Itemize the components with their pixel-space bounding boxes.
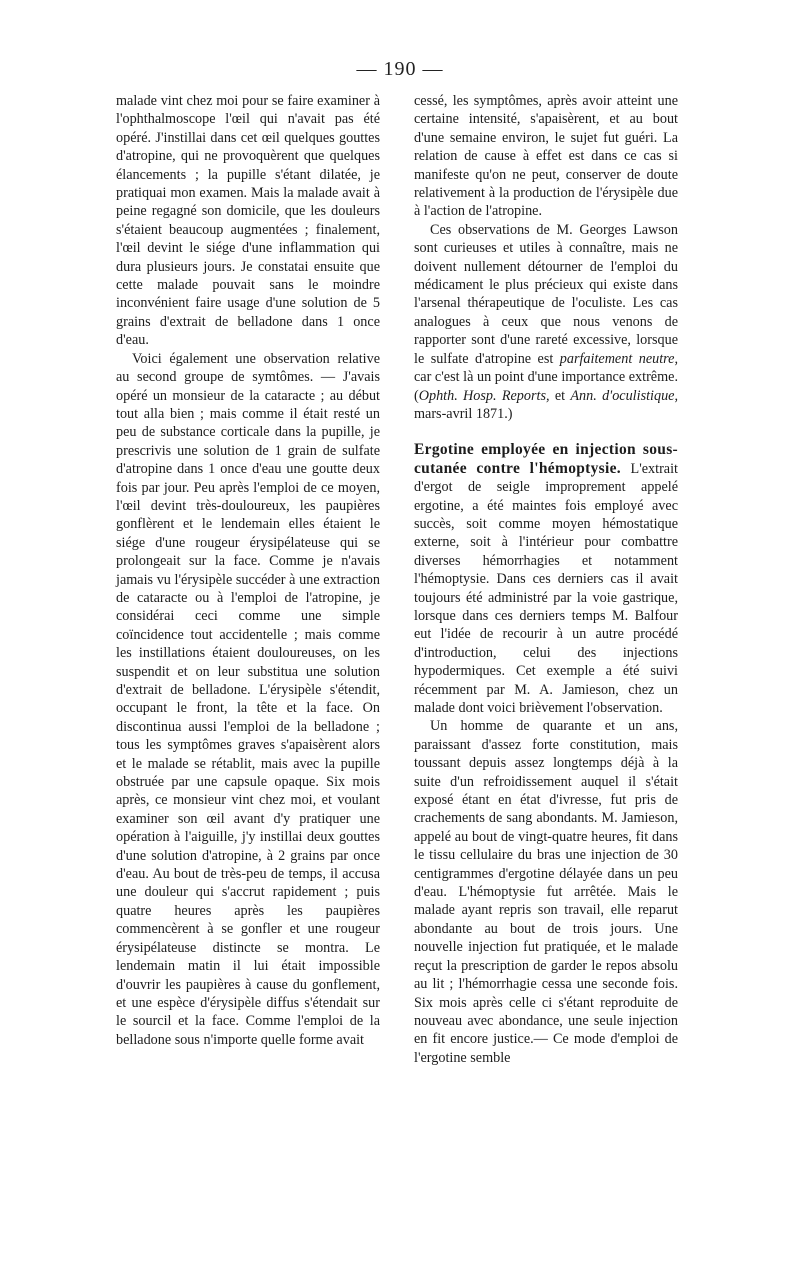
text-run: L'extrait d'ergot de seigle improprement appelé ergotine, a été maintes fois employé avec succès, soit comme moyen hémostatique externe, soit à l'intérieur pour combattre diverses hémorrhagies et notamment l'hémoptysie. Dans ces derniers cas il avait toujours été administré par la voie gastrique, lorsque dans ces derniers temps M. Balfour eut l'idée de recourir à un autre procédé d'introduction, celui des injections hypodermiques. Cet exemple a été suivi récemment par M. A. Jamieson, chez un malade dont voici brièvement l'observation. bbox=[414, 460, 678, 716]
paragraph bbox=[414, 221, 678, 423]
italic-text: parfaitement neutre, bbox=[559, 350, 678, 367]
text-run: et bbox=[554, 387, 566, 404]
italic-citation: Ann. d'oculistique, bbox=[570, 387, 679, 404]
text-run: mars-avril 1871.) bbox=[414, 405, 513, 422]
page-number: — 190 — bbox=[356, 58, 444, 80]
section-paragraph bbox=[414, 441, 678, 717]
paragraph: malade vint chez moi pour se faire examiner à l'ophthalmoscope l'œil qui n'avait pas été opéré. J'instillai dans cet œil quelques gouttes d'atropine, qui ne provoquèrent que quelques élancements ; la pupille s'étant dilatée, je pratiquai mon examen. Mais la malade avait à peine regagné son domicile, que les douleurs s'étaient beaucoup augmentées ; finalement, l'œil devint le siége d'une inflammation qui dura plusieurs jours. Je constatai ensuite que cette malade pouvait sans le moindre inconvénient faire usage d'une solution de 5 grains d'extrait de belladone dans 1 once d'eau. bbox=[116, 93, 380, 349]
text-run: Ces observations de M. Georges Lawson sont curieuses et utiles à connaître, mais ne doivent nullement détourner de l'emploi du médicament le plus précieux qui existe dans l'arsenal thérapeutique de l'oculiste. Les cas analogues à ceux que nous venons de rapporter sont d'une rareté excessive, lorsque le sulfate d'atropine est bbox=[414, 221, 678, 367]
section-heading: Ergotine employée en injection sous-cutanée contre l'hémoptysie. bbox=[414, 441, 678, 477]
paragraph: cessé, les symptômes, après avoir atteint une certaine intensité, s'apaisèrent, et au bout d'une semaine environ, le sujet fut guéri. La relation de cause à effet est dans ce cas si manifeste qu'on ne peut, conserver de doute relativement à la production de l'érysipèle due à l'action de l'atropine. bbox=[414, 93, 678, 220]
text-run: car c'est là un point d'une importance extrême. ( bbox=[414, 369, 678, 404]
right-column bbox=[414, 92, 678, 1067]
paragraph: Voici également une observation relative au second groupe de symtômes. — J'avais opéré un monsieur de la cataracte ; au début tout alla bien ; mais comme il était resté un peu de substance corticale dans la pupille, je prescrivis une solution de 1 grain de sulfate d'atropine dans 1 once d'eau une goutte deux fois par jour. Peu après l'emploi de ce moyen, l'œil devint très-douloureux, les paupières gonflèrent et le lendemain elles étaient le siége d'une rougeur érysipélateuse qui se prolongeait sur la face. Comme je n'avais jamais vu l'érysipèle succéder à une extraction de cataracte ou à l'emploi de l'atropine, je considérai ceci comme une simple coïncidence tout accidentelle ; mais comme les instillations étaient douloureuses, on les suspendit et on leur substitua une solution d'extrait de belladone. L'érysipèle s'étendit, occupant le front, la tête et la face. On discontinua aussi l'emploi de la belladone ; tous les symptômes graves s'apaisèrent alors et le malade se rétablit, mais avec la pupille obstruée par une capsule opaque. Six mois après, ce monsieur vint chez moi, et voulant examiner son œil avant d'y pratiquer une opération à l'aiguille, j'y instillai deux gouttes d'une solution d'atropine, à 2 grains par once d'eau. Au bout de très-peu de temps, il accusa une douleur qui s'accrut rapidement ; puis quatre heures après les paupières commencèrent à se gonfler et une rougeur érysipélateuse distincte se montra. Le lendemain matin il lui était impossible d'ouvrir les paupières à cause du gonflement, et une espèce d'érysipèle diffus s'étendait sur le sourcil et la face. Comme l'emploi de la belladone sous n'importe quelle forme avait bbox=[116, 350, 380, 1048]
italic-citation: Ophth. Hosp. Reports, bbox=[418, 387, 550, 404]
left-column bbox=[116, 92, 380, 1049]
paragraph: Un homme de quarante et un ans, paraissant d'assez forte constitution, mais toussant depuis assez longtemps déjà à la suite d'un refroidissement auquel il s'était exposé étant en état d'ivresse, fut pris de crachements de sang abondants. M. Jamieson, appelé au bout de vingt-quatre heures, fit dans le tissu cellulaire du bras une injection de 30 centigrammes d'ergotine délayée dans un peu d'eau. L'hémoptysie fut arrêtée. Mais le malade ayant repris son travail, elle reparut abondante au bout de trois jours. Une nouvelle injection fut pratiquée, et le malade reçut la prescription de garder le repos absolu au lit ; l'hémorrhagie cessa une seconde fois. Six mois après celle ci s'étant reproduite de nouveau avec abondance, une seule injection en fit encore justice.— Ce mode d'emploi de l'ergotine semble bbox=[414, 718, 678, 1066]
